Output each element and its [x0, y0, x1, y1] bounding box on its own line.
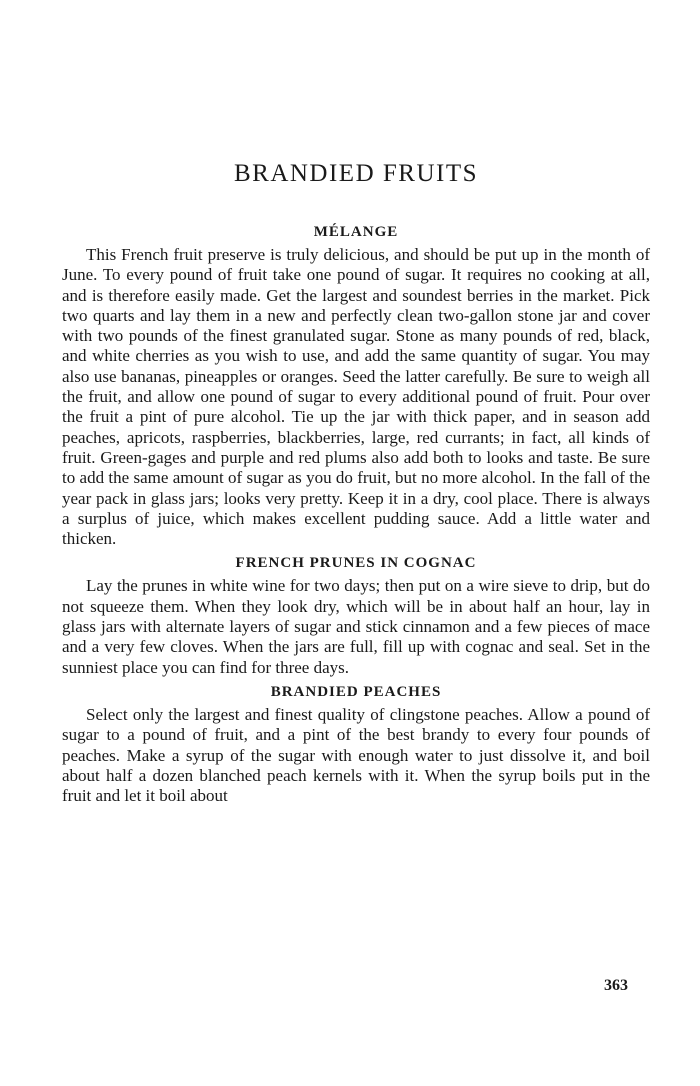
chapter-title: BRANDIED FRUITS — [233, 160, 479, 187]
section-title: BRANDIED PEACHES — [270, 683, 442, 700]
section-brandied-peaches — [62, 684, 650, 806]
section-title: MÉLANGE — [313, 224, 399, 240]
section-french-prunes — [62, 555, 650, 677]
book-page — [62, 150, 650, 812]
section-title: FRENCH PRUNES IN COGNAC — [235, 555, 477, 572]
section-melange — [62, 224, 650, 549]
page-number: 363 — [604, 977, 628, 994]
section-paragraph: Select only the largest and finest quality of clingstone peaches. Allow a pound of sugar to a pound of fruit, and a pint of the best brandy to every four pounds of peaches. Make a syrup of the sugar with enough water to just dissolve it, and boil about half a dozen blanched peach kernels with it. When the syrup boils put in the fruit and let it boil about — [62, 704, 650, 806]
section-paragraph: Lay the prunes in white wine for two days; then put on a wire sieve to drip, but do not squeeze them. When they look dry, which will be in about half an hour, lay in glass jars with alternate layers of sugar and stick cinnamon and a few pieces of mace and a very few cloves. When the jars are full, fill up with cognac and seal. Set in the sunniest place you can find for three days. — [62, 576, 650, 677]
section-paragraph: This French fruit preserve is truly delicious, and should be put up in the month of June. To every pound of fruit take one pound of sugar. It requires no cooking at all, and is therefore easily made. Get the largest and soundest berries in the market. Pick two quarts and lay them in a new and perfectly clean two-gallon stone jar and cover with two pounds of the finest granulated sugar. Stone as many pounds of red, black, and white cherries as you wish to use, and add the same quantity of sugar. You may also use bananas, pineapples or oranges. Seed the latter carefully. Be sure to weigh all the fruit, and allow one pound of sugar to every additional pound of fruit. Pour over the fruit a pint of pure alcohol. Tie up the jar with thick paper, and in season add peaches, apricots, raspberries, blackberries, large, red currants; in fact, all kinds of fruit. Green-gages and purple and red plums also add both to looks and taste. Be sure to add the same amount of sugar as you do fruit, but no more alcohol. In the fall of the year pack in glass jars; looks very pretty. Keep it in a dry, cool place. There is always a surplus of juice, which makes excellent pudding sauce. Add a little water and thicken. — [62, 245, 650, 549]
